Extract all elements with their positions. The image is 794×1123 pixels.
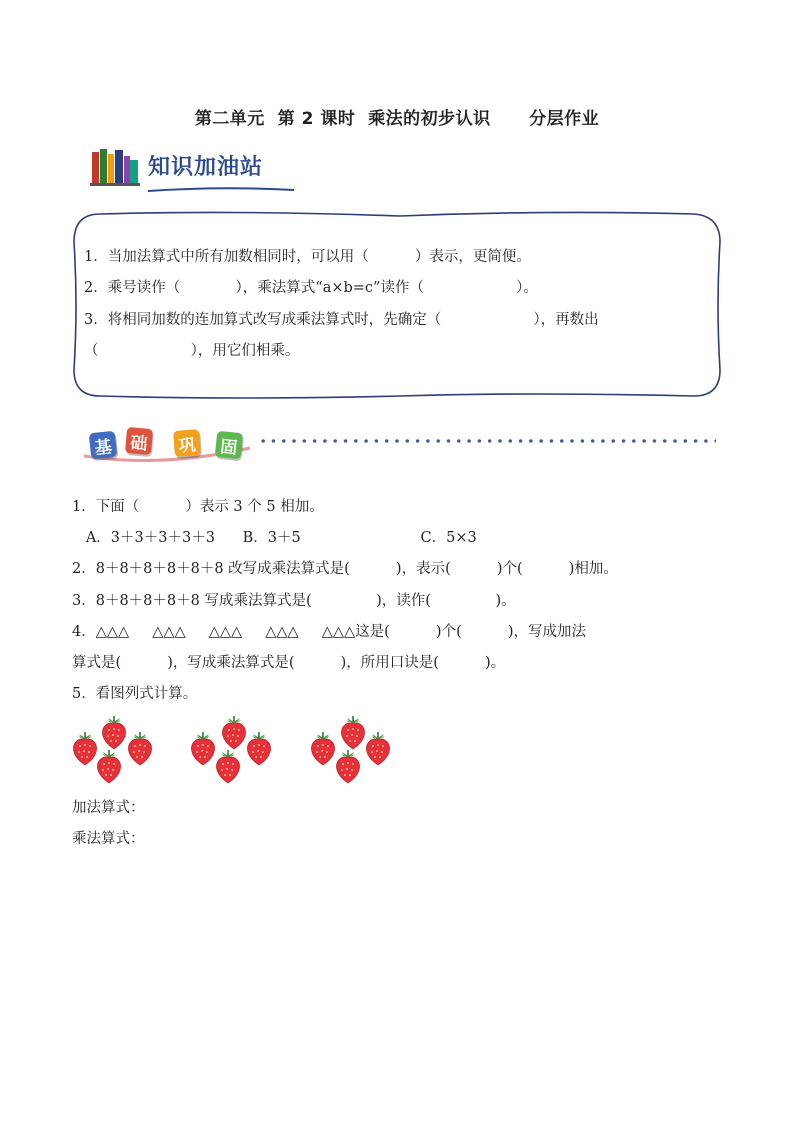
- knowledge-item-2: 2．乘号读作（ ），乘法算式“a×b=c”读作（ ）。: [84, 280, 538, 296]
- books-icon: [90, 146, 140, 186]
- page-title: 第二单元 第 2 课时 乘法的初步认识 分层作业: [194, 109, 600, 129]
- knowledge-section-title: 知识加油站: [148, 155, 264, 180]
- basics-tile-4: 固: [215, 431, 244, 460]
- title-underline: [146, 179, 296, 187]
- basics-tile-1: 基: [89, 431, 118, 460]
- question-1-options: A．3＋3＋3＋3＋3 B．3＋5 C．5×3: [72, 530, 477, 546]
- question-2: 2．8＋8＋8＋8＋8＋8 改写成乘法算式是( )，表示( )个( )相加。: [72, 561, 618, 577]
- basics-tile-3: 巩: [173, 429, 201, 457]
- knowledge-item-3: 3．将相同加数的连加算式改写成乘法算式时，先确定（ ），再数出: [84, 312, 599, 328]
- question-4-cont: 算式是( )，写成乘法算式是( )，所用口诀是( )。: [72, 655, 506, 671]
- strawberry-groups: [68, 714, 398, 786]
- question-4: 4．△△△ △△△ △△△ △△△ △△△这是( )个( )，写成加法: [72, 624, 586, 640]
- multiplication-label: 乘法算式：: [72, 831, 145, 847]
- addition-label: 加法算式：: [72, 800, 145, 816]
- dotted-divider: [258, 436, 716, 446]
- question-1: 1．下面（ ）表示 3 个 5 相加。: [72, 499, 324, 515]
- question-3: 3．8＋8＋8＋8＋8 写成乘法算式是( )，读作( )。: [72, 593, 516, 609]
- question-5: 5．看图列式计算。: [72, 686, 198, 702]
- knowledge-item-3-cont: （ ），用它们相乘。: [84, 343, 300, 359]
- knowledge-box: [70, 210, 724, 400]
- knowledge-item-1: 1．当加法算式中所有加数相同时，可以用（ ）表示，更简便。: [84, 249, 531, 265]
- basics-tile-2: 础: [125, 427, 153, 455]
